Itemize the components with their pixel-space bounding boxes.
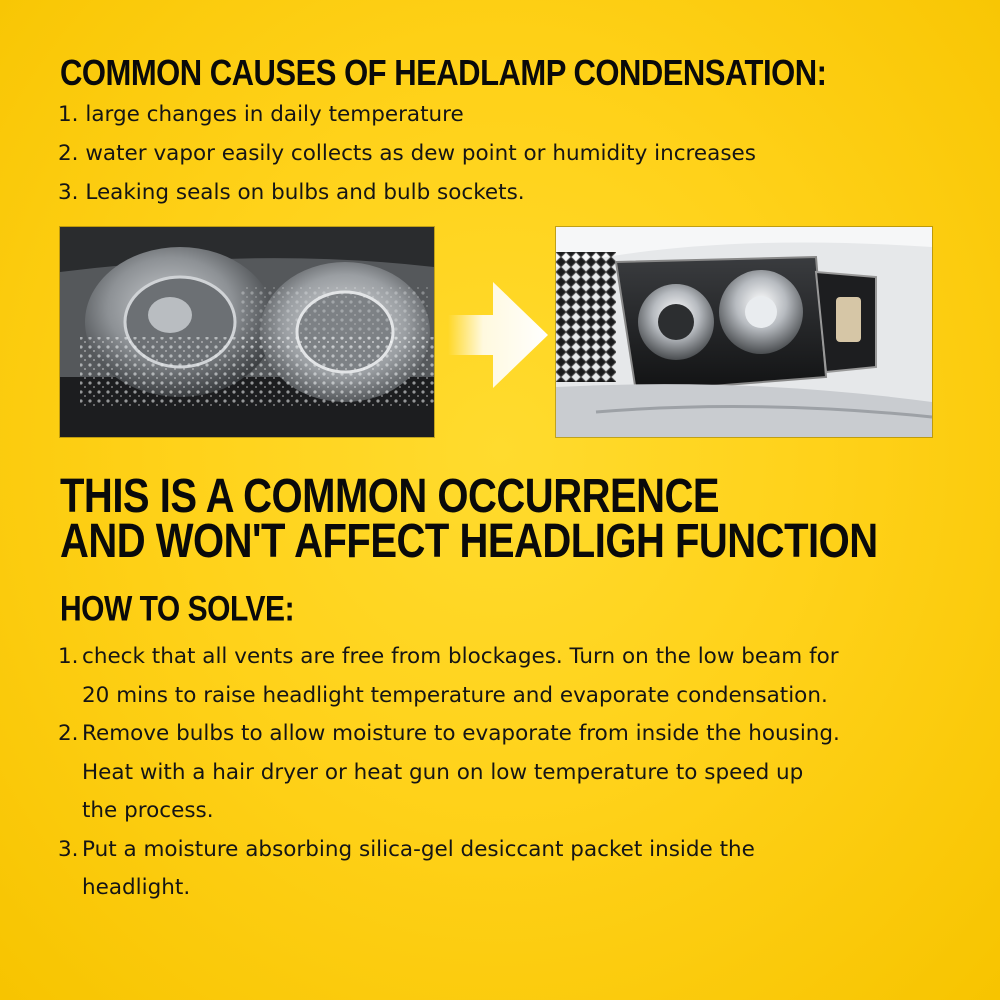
solve-item-number: 3. bbox=[58, 836, 79, 862]
condensation-headlamp-illustration bbox=[60, 227, 434, 437]
cause-item: 2. water vapor easily collects as dew point or humidity increases bbox=[58, 141, 756, 166]
solve-item bbox=[58, 638, 842, 715]
solve-item-text: check that all vents are free from blockages. Turn on the low beam for 20 mins to raise headlight temperature and evaporate condensation. bbox=[82, 644, 839, 708]
solve-item bbox=[58, 831, 842, 908]
clear-headlamp-photo bbox=[556, 227, 932, 437]
cause-item: 3. Leaking seals on bulbs and bulb sockets. bbox=[58, 180, 525, 205]
arrow-right-icon bbox=[448, 282, 548, 388]
causes-list bbox=[58, 95, 756, 212]
solve-item-text: Remove bulbs to allow moisture to evaporate from inside the housing. Heat with a hair dryer or heat gun on low temperature to speed up the process. bbox=[82, 721, 840, 823]
condensation-headlamp-photo bbox=[60, 227, 434, 437]
headline-line-1: THIS IS A COMMON OCCURRENCE bbox=[60, 470, 720, 523]
solve-list bbox=[58, 638, 842, 908]
clear-headlamp-illustration bbox=[556, 227, 932, 437]
headline-line-2: AND WON'T AFFECT HEADLIGH FUNCTION bbox=[60, 515, 878, 568]
solve-heading: HOW TO SOLVE: bbox=[60, 590, 295, 629]
causes-heading: COMMON CAUSES OF HEADLAMP CONDENSATION: bbox=[60, 52, 827, 94]
cause-item: 1. large changes in daily temperature bbox=[58, 102, 464, 127]
solve-item-number: 1. bbox=[58, 644, 79, 669]
solve-item bbox=[58, 715, 842, 831]
solve-item-text: Put a moisture absorbing silica-gel desiccant packet inside the headlight. bbox=[82, 836, 755, 900]
solve-item-number: 2. bbox=[58, 721, 79, 746]
